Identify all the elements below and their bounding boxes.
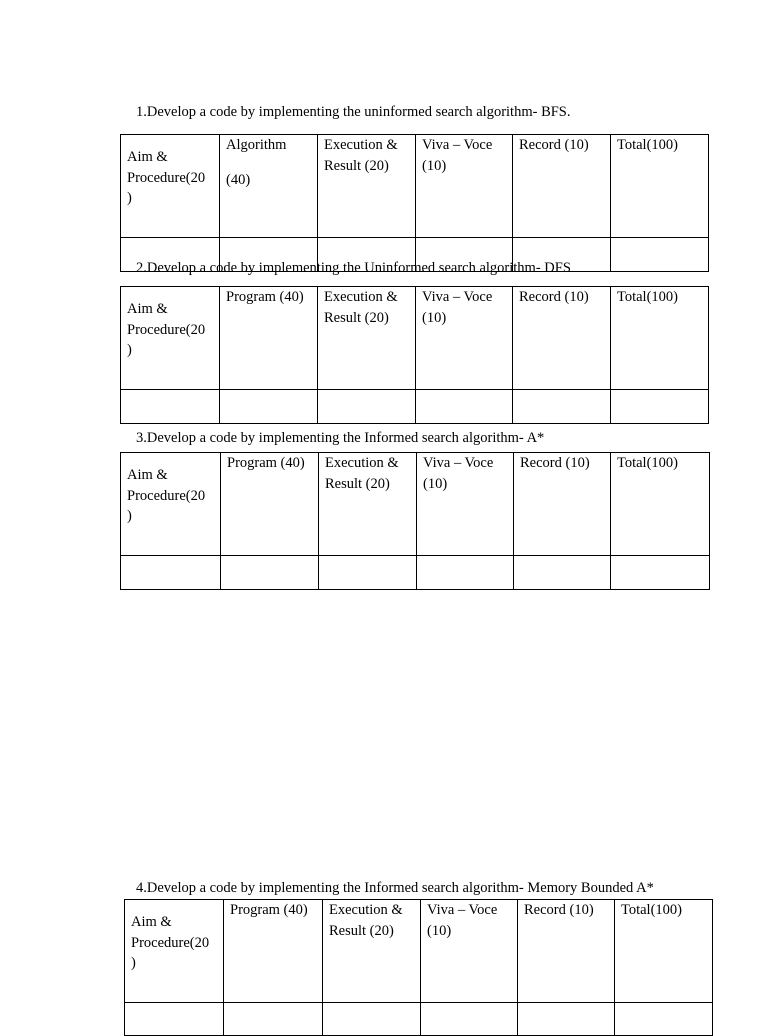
viva-voce-header: Viva – Voce (10) — [421, 900, 518, 1003]
question-heading-1: 1.Develop a code by implementing the uninformed search algorithm- BFS. — [136, 104, 571, 120]
program-header: Program (40) — [221, 453, 319, 556]
program-header: Program (40) — [224, 900, 323, 1003]
rubric-table-4 — [124, 899, 713, 1036]
record-score-cell[interactable] — [513, 390, 611, 424]
record-header: Record (10) — [513, 135, 611, 238]
total-header: Total(100) — [611, 453, 710, 556]
rubric-table-1 — [120, 134, 709, 272]
execution-result-score-cell[interactable] — [318, 390, 416, 424]
program-score-cell[interactable] — [220, 390, 318, 424]
execution-result-header: Execution & Result (20) — [318, 135, 416, 238]
viva-voce-header: Viva – Voce (10) — [417, 453, 514, 556]
aim-procedure-header: Aim & Procedure(20 ) — [121, 287, 220, 390]
program-score-cell[interactable] — [221, 556, 319, 590]
viva-voce-score-cell[interactable] — [417, 556, 514, 590]
record-score-cell[interactable] — [518, 1003, 615, 1036]
algorithm-header: Algorithm (40) — [220, 135, 318, 238]
aim-procedure-score-cell[interactable] — [125, 1003, 224, 1036]
program-header: Program (40) — [220, 287, 318, 390]
record-header: Record (10) — [513, 287, 611, 390]
aim-procedure-score-cell[interactable] — [121, 556, 221, 590]
viva-voce-score-cell[interactable] — [416, 390, 513, 424]
record-header: Record (10) — [518, 900, 615, 1003]
execution-result-score-cell[interactable] — [319, 556, 417, 590]
total-header: Total(100) — [611, 135, 709, 238]
question-heading-4: 4.Develop a code by implementing the Informed search algorithm- Memory Bounded A* — [136, 880, 654, 896]
question-heading-3: 3.Develop a code by implementing the Informed search algorithm- A* — [136, 430, 545, 446]
execution-result-header: Execution & Result (20) — [323, 900, 421, 1003]
rubric-table-3 — [120, 452, 710, 590]
rubric-header-row — [121, 135, 709, 238]
total-header: Total(100) — [611, 287, 709, 390]
total-score-cell[interactable] — [611, 238, 709, 272]
total-score-cell[interactable] — [615, 1003, 713, 1036]
aim-procedure-header: Aim & Procedure(20 ) — [121, 135, 220, 238]
rubric-header-row — [125, 900, 713, 1003]
score-row — [121, 390, 709, 424]
aim-procedure-header: Aim & Procedure(20 ) — [121, 453, 221, 556]
rubric-table-2 — [120, 286, 709, 424]
viva-voce-header: Viva – Voce (10) — [416, 287, 513, 390]
execution-result-header: Execution & Result (20) — [318, 287, 416, 390]
total-header: Total(100) — [615, 900, 713, 1003]
record-score-cell[interactable] — [514, 556, 611, 590]
viva-voce-score-cell[interactable] — [421, 1003, 518, 1036]
execution-result-score-cell[interactable] — [323, 1003, 421, 1036]
rubric-header-row — [121, 287, 709, 390]
total-score-cell[interactable] — [611, 556, 710, 590]
question-heading-2: 2.Develop a code by implementing the Uninformed search algorithm- DFS — [136, 260, 571, 276]
total-score-cell[interactable] — [611, 390, 709, 424]
aim-procedure-header: Aim & Procedure(20 ) — [125, 900, 224, 1003]
aim-procedure-score-cell[interactable] — [121, 390, 220, 424]
score-row — [125, 1003, 713, 1036]
viva-voce-header: Viva – Voce (10) — [416, 135, 513, 238]
rubric-header-row — [121, 453, 710, 556]
execution-result-header: Execution & Result (20) — [319, 453, 417, 556]
algorithm-marks: (40) — [226, 171, 251, 188]
score-row — [121, 556, 710, 590]
program-score-cell[interactable] — [224, 1003, 323, 1036]
record-header: Record (10) — [514, 453, 611, 556]
